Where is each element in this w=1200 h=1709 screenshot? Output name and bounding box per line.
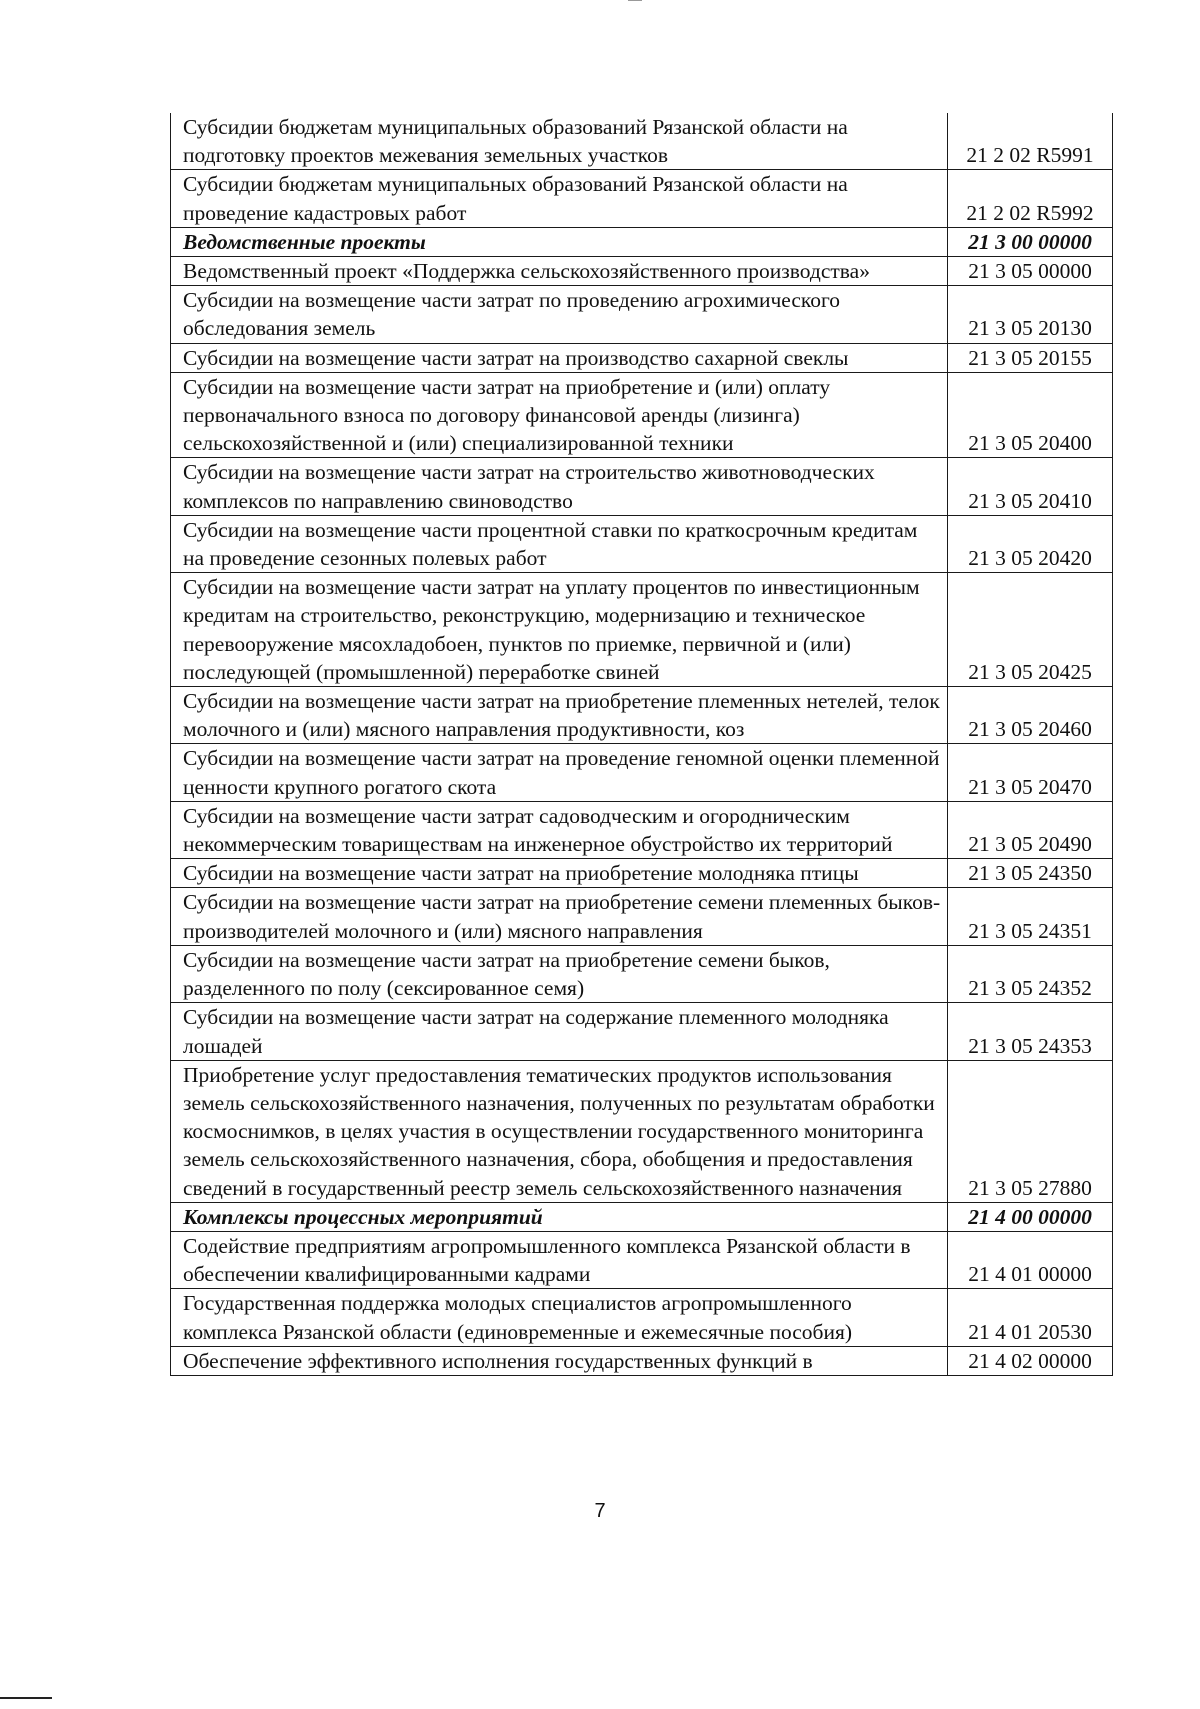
row-name-cell: Субсидии на возмещение части процентной ставки по краткосрочным кредитам на проведение сезонных полевых работ bbox=[171, 515, 948, 572]
row-name-cell: Субсидии на возмещение части затрат на приобретение племенных нетелей, телок молочного и (или) мясного направления продуктивности, коз bbox=[171, 687, 948, 744]
row-code-cell: 21 3 05 20420 bbox=[948, 515, 1113, 572]
page-number: 7 bbox=[594, 1500, 606, 1522]
table-row bbox=[171, 1003, 1113, 1060]
row-code-cell: 21 3 05 24350 bbox=[948, 859, 1113, 888]
table-row bbox=[171, 257, 1113, 286]
row-name-cell: Субсидии на возмещение части затрат на приобретение молодняка птицы bbox=[171, 859, 948, 888]
row-name-cell: Ведомственный проект «Поддержка сельскохозяйственного производства» bbox=[171, 257, 948, 286]
row-code-cell: 21 4 01 00000 bbox=[948, 1231, 1113, 1288]
table-row bbox=[171, 888, 1113, 945]
row-code-cell: 21 3 05 20490 bbox=[948, 801, 1113, 858]
row-name-cell: Обеспечение эффективного исполнения государственных функций в bbox=[171, 1346, 948, 1375]
table-row bbox=[171, 945, 1113, 1002]
row-name-cell: Субсидии на возмещение части затрат на содержание племенного молодняка лошадей bbox=[171, 1003, 948, 1060]
row-name-cell: Субсидии на возмещение части затрат на производство сахарной свеклы bbox=[171, 343, 948, 372]
table-row bbox=[171, 1289, 1113, 1346]
row-name-cell: Субсидии бюджетам муниципальных образований Рязанской области на проведение кадастровых работ bbox=[171, 170, 948, 227]
table-row bbox=[171, 515, 1113, 572]
row-code-cell: 21 3 05 20400 bbox=[948, 372, 1113, 458]
section-row bbox=[171, 227, 1113, 256]
row-name-cell: Субсидии на возмещение части затрат на уплату процентов по инвестиционным кредитам на строительство, реконструкцию, модернизацию и техническое перевооружение мясохладобоен, пунктов по приемке, первичной и (или) последующей (промышленной) переработке свиней bbox=[171, 573, 948, 687]
budget-classification-table bbox=[170, 113, 1113, 1376]
row-code-cell: 21 4 02 00000 bbox=[948, 1346, 1113, 1375]
row-name-cell: Субсидии на возмещение части затрат по проведению агрохимического обследования земель bbox=[171, 286, 948, 343]
row-name-cell: Ведомственные проекты bbox=[171, 227, 948, 256]
row-name-cell: Субсидии на возмещение части затрат на строительство животноводческих комплексов по направлению свиноводство bbox=[171, 458, 948, 515]
row-code-cell: 21 2 02 R5991 bbox=[948, 113, 1113, 170]
table-row bbox=[171, 687, 1113, 744]
table-row bbox=[171, 1060, 1113, 1202]
table-row bbox=[171, 744, 1113, 801]
scan-edge-mark bbox=[0, 1697, 52, 1699]
row-name-cell: Субсидии на возмещение части затрат на приобретение семени племенных быков-производителей молочного и (или) мясного направления bbox=[171, 888, 948, 945]
row-name-cell: Приобретение услуг предоставления тематических продуктов использования земель сельскохозяйственного назначения, полученных по результатам обработки космоснимков, в целях участия в осуществлении государственного мониторинга земель сельскохозяйственного назначения, сбора, обобщения и предоставления сведений в государственный реестр земель сельскохозяйственного назначения bbox=[171, 1060, 948, 1202]
row-code-cell: 21 2 02 R5992 bbox=[948, 170, 1113, 227]
row-code-cell: 21 3 05 20410 bbox=[948, 458, 1113, 515]
table-row bbox=[171, 170, 1113, 227]
row-name-cell: Субсидии бюджетам муниципальных образований Рязанской области на подготовку проектов межевания земельных участков bbox=[171, 113, 948, 170]
table-row bbox=[171, 573, 1113, 687]
row-code-cell: 21 3 05 20425 bbox=[948, 573, 1113, 687]
table-row bbox=[171, 286, 1113, 343]
row-code-cell: 21 3 05 20470 bbox=[948, 744, 1113, 801]
row-name-cell: Субсидии на возмещение части затрат на проведение геномной оценки племенной ценности крупного рогатого скота bbox=[171, 744, 948, 801]
row-code-cell: 21 3 05 20460 bbox=[948, 687, 1113, 744]
section-row bbox=[171, 1202, 1113, 1231]
row-name-cell: Государственная поддержка молодых специалистов агропромышленного комплекса Рязанской области (единовременные и ежемесячные пособия) bbox=[171, 1289, 948, 1346]
table-row bbox=[171, 859, 1113, 888]
row-name-cell: Комплексы процессных мероприятий bbox=[171, 1202, 948, 1231]
row-code-cell: 21 3 05 27880 bbox=[948, 1060, 1113, 1202]
table-row bbox=[171, 458, 1113, 515]
row-code-cell: 21 4 01 20530 bbox=[948, 1289, 1113, 1346]
table-row bbox=[171, 1231, 1113, 1288]
row-name-cell: Субсидии на возмещение части затрат на приобретение семени быков, разделенного по полу (сексированное семя) bbox=[171, 945, 948, 1002]
row-name-cell: Субсидии на возмещение части затрат на приобретение и (или) оплату первоначального взноса по договору финансовой аренды (лизинга) сельскохозяйственной и (или) специализированной техники bbox=[171, 372, 948, 458]
row-code-cell: 21 3 00 00000 bbox=[948, 227, 1113, 256]
table-row bbox=[171, 801, 1113, 858]
row-code-cell: 21 3 05 24353 bbox=[948, 1003, 1113, 1060]
row-code-cell: 21 4 00 00000 bbox=[948, 1202, 1113, 1231]
row-code-cell: 21 3 05 20155 bbox=[948, 343, 1113, 372]
row-code-cell: 21 3 05 00000 bbox=[948, 257, 1113, 286]
row-name-cell: Содействие предприятиям агропромышленного комплекса Рязанской области в обеспечении квалифицированными кадрами bbox=[171, 1231, 948, 1288]
table-row bbox=[171, 1346, 1113, 1375]
row-code-cell: 21 3 05 24352 bbox=[948, 945, 1113, 1002]
scan-mark bbox=[628, 0, 642, 5]
table-row bbox=[171, 113, 1113, 170]
row-name-cell: Субсидии на возмещение части затрат садоводческим и огородническим некоммерческим товариществам на инженерное обустройство их территорий bbox=[171, 801, 948, 858]
row-code-cell: 21 3 05 24351 bbox=[948, 888, 1113, 945]
table-row bbox=[171, 343, 1113, 372]
row-code-cell: 21 3 05 20130 bbox=[948, 286, 1113, 343]
table-row bbox=[171, 372, 1113, 458]
table-body bbox=[171, 113, 1113, 1375]
